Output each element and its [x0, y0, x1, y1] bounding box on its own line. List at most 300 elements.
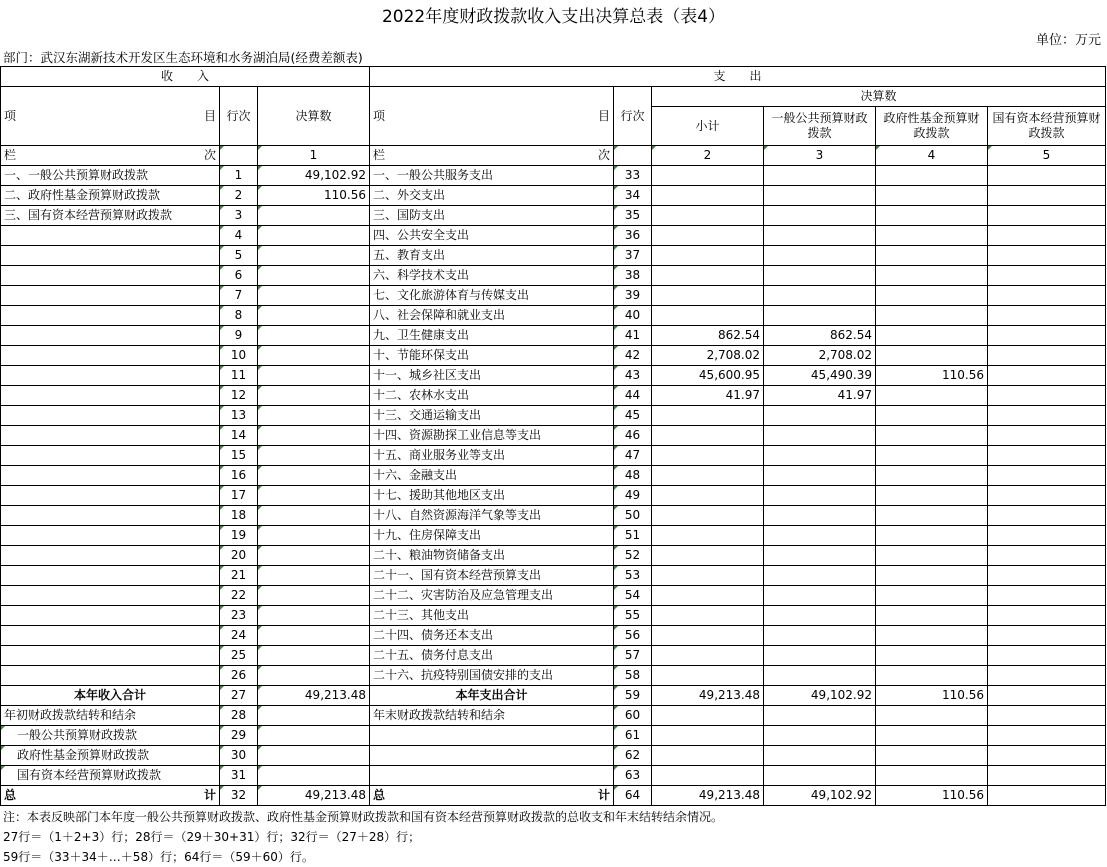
income-row-no: 13: [220, 406, 258, 426]
income-item: [1, 326, 220, 346]
grand-total-row: [1, 786, 1106, 806]
expense-subtotal: [652, 606, 764, 626]
expense-gov-fund: [876, 346, 988, 366]
expense-subtotal: [652, 286, 764, 306]
expense-state-capital: [988, 326, 1106, 346]
income-item: [1, 486, 220, 506]
expense-gov-fund: [876, 506, 988, 526]
expense-gov-fund: [876, 486, 988, 506]
income-amount: [258, 606, 370, 626]
expense-row-no: 40: [614, 306, 652, 326]
income-grand-total: 49,213.48: [258, 786, 370, 806]
income-row-no: 20: [220, 546, 258, 566]
expense-general: [764, 406, 876, 426]
income-amount: [258, 646, 370, 666]
expense-subtotal: 49,213.48: [652, 786, 764, 806]
income-item: 政府性基金预算财政拨款: [1, 746, 220, 766]
expense-gov-fund: [876, 606, 988, 626]
expense-state-capital: [988, 626, 1106, 646]
table-row: [1, 206, 1106, 226]
expense-header: 支 出: [370, 67, 1106, 87]
expense-gov-fund: [876, 566, 988, 586]
table-row: [1, 606, 1106, 626]
expense-general: 862.54: [764, 326, 876, 346]
income-row-no: 22: [220, 586, 258, 606]
income-row-no: 29: [220, 726, 258, 746]
expense-item: [370, 766, 614, 786]
expense-row-no: 52: [614, 546, 652, 566]
unit-label: 单位：万元: [1035, 33, 1101, 48]
carry-row: [1, 766, 1106, 786]
income-row-no: 30: [220, 746, 258, 766]
table-row: [1, 286, 1106, 306]
expense-item: 九、卫生健康支出: [370, 326, 614, 346]
income-item: [1, 546, 220, 566]
expense-gov-fund: [876, 166, 988, 186]
expense-state-capital: [988, 666, 1106, 686]
expense-subtotal: [652, 526, 764, 546]
expense-general: 45,490.39: [764, 366, 876, 386]
expense-state-capital: [988, 366, 1106, 386]
expense-state-capital: [988, 286, 1106, 306]
expense-gov-fund: [876, 206, 988, 226]
expense-gov-fund: [876, 386, 988, 406]
lan-ci-right: 栏 次: [370, 146, 614, 166]
note-line: 27行＝（1＋2+3）行；28行＝（29＋30+31）行；32行＝（27＋28）行；: [3, 830, 421, 844]
income-amount: [258, 426, 370, 446]
table-row: [1, 486, 1106, 506]
income-row-no: 31: [220, 766, 258, 786]
income-row-no: 24: [220, 626, 258, 646]
income-amount: [258, 346, 370, 366]
expense-subtotal: [652, 266, 764, 286]
income-item: [1, 566, 220, 586]
expense-general: [764, 266, 876, 286]
expense-item: 三、国防支出: [370, 206, 614, 226]
income-amount: [258, 286, 370, 306]
expense-gov-fund: [876, 286, 988, 306]
income-amount: [258, 566, 370, 586]
income-item: [1, 306, 220, 326]
expense-row-no: 37: [614, 246, 652, 266]
income-amount: 110.56: [258, 186, 370, 206]
expense-item: 十、节能环保支出: [370, 346, 614, 366]
income-row-no: 15: [220, 446, 258, 466]
income-row-no: 1: [220, 166, 258, 186]
income-row-no: 21: [220, 566, 258, 586]
expense-subtotal: [652, 426, 764, 446]
expense-subtotal: 862.54: [652, 326, 764, 346]
expense-row-no: 56: [614, 626, 652, 646]
expense-row-no: 60: [614, 706, 652, 726]
expense-subtotal: [652, 246, 764, 266]
table-row: [1, 626, 1106, 646]
income-item: [1, 506, 220, 526]
income-row-no: 10: [220, 346, 258, 366]
expense-gov-fund: 110.56: [876, 686, 988, 706]
table-row: [1, 166, 1106, 186]
expense-subtotal: [652, 206, 764, 226]
table-row: [1, 666, 1106, 686]
expense-gov-fund: [876, 226, 988, 246]
expense-subtotal: [652, 466, 764, 486]
expense-row-no: 53: [614, 566, 652, 586]
expense-gov-fund: [876, 446, 988, 466]
expense-state-capital: [988, 206, 1106, 226]
income-amount: [258, 466, 370, 486]
income-amount: [258, 626, 370, 646]
income-amount: [258, 266, 370, 286]
expense-row-no: 33: [614, 166, 652, 186]
income-row-no: 4: [220, 226, 258, 246]
income-row-no: 27: [220, 686, 258, 706]
expense-row-no: 62: [614, 746, 652, 766]
expense-general: [764, 446, 876, 466]
expense-subtotal: [652, 486, 764, 506]
income-item: [1, 526, 220, 546]
budget-table: [0, 66, 1106, 806]
expense-item: 十四、资源勘探工业信息等支出: [370, 426, 614, 446]
carry-row: [1, 726, 1106, 746]
income-item: 国有资本经营预算财政拨款: [1, 766, 220, 786]
expense-row-no: 35: [614, 206, 652, 226]
income-item: [1, 626, 220, 646]
income-row-no: 16: [220, 466, 258, 486]
expense-general: [764, 286, 876, 306]
income-row-no: 8: [220, 306, 258, 326]
expense-item: 十九、住房保障支出: [370, 526, 614, 546]
expense-general: [764, 486, 876, 506]
expense-state-capital: [988, 426, 1106, 446]
expense-item: 二十二、灾害防治及应急管理支出: [370, 586, 614, 606]
expense-subtotal: 2,708.02: [652, 346, 764, 366]
income-row-no: 18: [220, 506, 258, 526]
table-row: [1, 506, 1106, 526]
income-row-no: 28: [220, 706, 258, 726]
department-label: 部门：武汉东湖新技术开发区生态环境和水务湖泊局(经费差额表): [3, 50, 363, 65]
table-row: [1, 586, 1106, 606]
expense-row-no: 43: [614, 366, 652, 386]
expense-row-no: 34: [614, 186, 652, 206]
expense-row-no: 63: [614, 766, 652, 786]
expense-row-no: 48: [614, 466, 652, 486]
expense-row-no: 44: [614, 386, 652, 406]
income-item: [1, 446, 220, 466]
expense-state-capital: [988, 266, 1106, 286]
expense-item: 二十四、债务还本支出: [370, 626, 614, 646]
income-row-no: 11: [220, 366, 258, 386]
income-row-no: 14: [220, 426, 258, 446]
table-row: [1, 366, 1106, 386]
income-amount-header: 决算数: [258, 87, 370, 146]
income-row-no: 7: [220, 286, 258, 306]
table-row: [1, 186, 1106, 206]
expense-row-no: 50: [614, 506, 652, 526]
income-item: [1, 226, 220, 246]
income-item: [1, 406, 220, 426]
income-row-no: 19: [220, 526, 258, 546]
expense-general: 49,102.92: [764, 686, 876, 706]
income-item: [1, 666, 220, 686]
note-line: 59行＝（33＋34＋…＋58）行；64行＝（59＋60）行。: [3, 850, 314, 864]
income-amount: [258, 446, 370, 466]
income-total-label: 本年收入合计: [1, 686, 220, 706]
expense-item: 十七、援助其他地区支出: [370, 486, 614, 506]
expense-subtotal: [652, 586, 764, 606]
state-capital-header: 国有资本经营预算财政拨款: [988, 107, 1106, 146]
expense-subtotal: [652, 626, 764, 646]
expense-row-no: 64: [614, 786, 652, 806]
income-row-no: 25: [220, 646, 258, 666]
expense-state-capital: [988, 506, 1106, 526]
expense-row-no: 49: [614, 486, 652, 506]
expense-general: [764, 186, 876, 206]
header-row-2: [1, 87, 1106, 107]
expense-gov-fund: [876, 626, 988, 646]
expense-state-capital: [988, 786, 1106, 806]
income-amount: [258, 526, 370, 546]
income-total: 49,213.48: [258, 686, 370, 706]
expense-row-no: 38: [614, 266, 652, 286]
expense-state-capital: [988, 446, 1106, 466]
expense-state-capital: [988, 246, 1106, 266]
expense-state-capital: [988, 306, 1106, 326]
expense-state-capital: [988, 186, 1106, 206]
expense-state-capital: [988, 586, 1106, 606]
expense-state-capital: [988, 346, 1106, 366]
income-row-no: 6: [220, 266, 258, 286]
expense-general: [764, 526, 876, 546]
expense-item-header: 项 目: [370, 87, 614, 146]
expense-general: [764, 586, 876, 606]
table-row: [1, 646, 1106, 666]
expense-subtotal: [652, 446, 764, 466]
income-item: [1, 466, 220, 486]
table-row: [1, 306, 1106, 326]
expense-general: [764, 246, 876, 266]
expense-item: 二十、粮油物资储备支出: [370, 546, 614, 566]
expense-general: [764, 466, 876, 486]
expense-subtotal: [652, 406, 764, 426]
expense-row-no: 54: [614, 586, 652, 606]
expense-gov-fund: [876, 306, 988, 326]
expense-gov-fund: [876, 466, 988, 486]
table-row: [1, 526, 1106, 546]
income-amount: [258, 546, 370, 566]
expense-state-capital: [988, 386, 1106, 406]
expense-subtotal: 49,213.48: [652, 686, 764, 706]
notes: [3, 807, 723, 867]
header-row-1: [1, 67, 1106, 87]
expense-gov-fund: [876, 666, 988, 686]
expense-item: 八、社会保障和就业支出: [370, 306, 614, 326]
income-amount: [258, 326, 370, 346]
column-number-row: 栏 次 1 栏 次 2 3 4 5: [1, 146, 1106, 166]
expense-general: [764, 166, 876, 186]
expense-general: [764, 566, 876, 586]
table-row: [1, 466, 1106, 486]
income-amount: [258, 306, 370, 326]
expense-general: [764, 546, 876, 566]
income-amount: [258, 666, 370, 686]
expense-subtotal: [652, 166, 764, 186]
expense-subtotal: [652, 226, 764, 246]
expense-subtotal: [652, 566, 764, 586]
income-row-no: 2: [220, 186, 258, 206]
income-header: 收 入: [1, 67, 370, 87]
income-row-no: 12: [220, 386, 258, 406]
expense-item: 七、文化旅游体育与传媒支出: [370, 286, 614, 306]
expense-gov-fund: 110.56: [876, 366, 988, 386]
expense-row-no: 47: [614, 446, 652, 466]
income-item: [1, 346, 220, 366]
expense-row-no: 57: [614, 646, 652, 666]
income-amount: [258, 586, 370, 606]
expense-item: 四、公共安全支出: [370, 226, 614, 246]
expense-state-capital: [988, 166, 1106, 186]
expense-general: 41.97: [764, 386, 876, 406]
income-rowno-header: 行次: [220, 87, 258, 146]
income-item: 二、政府性基金预算财政拨款: [1, 186, 220, 206]
income-row-no: 32: [220, 786, 258, 806]
note-line: 注：本表反映部门本年度一般公共预算财政拨款、政府性基金预算财政拨款和国有资本经营预算财政拨款的总收支和年末结转结余情况。: [3, 810, 724, 824]
expense-state-capital: [988, 226, 1106, 246]
income-grand-label: 总 计: [1, 786, 220, 806]
income-amount: [258, 246, 370, 266]
income-row-no: 26: [220, 666, 258, 686]
expense-item: 二、外交支出: [370, 186, 614, 206]
expense-gov-fund: [876, 186, 988, 206]
expense-row-no: 41: [614, 326, 652, 346]
income-item: 三、国有资本经营预算财政拨款: [1, 206, 220, 226]
expense-subtotal: [652, 646, 764, 666]
expense-general: [764, 206, 876, 226]
expense-state-capital: [988, 646, 1106, 666]
income-amount: [258, 206, 370, 226]
table-row: [1, 546, 1106, 566]
expense-item: 十八、自然资源海洋气象等支出: [370, 506, 614, 526]
general-budget-header: 一般公共预算财政拨款: [764, 107, 876, 146]
income-item-header: 项 目: [1, 87, 220, 146]
income-item: [1, 586, 220, 606]
expense-row-no: 42: [614, 346, 652, 366]
expense-row-no: 59: [614, 686, 652, 706]
expense-item: 十一、城乡社区支出: [370, 366, 614, 386]
expense-general: [764, 626, 876, 646]
expense-item: 十三、交通运输支出: [370, 406, 614, 426]
table-row: [1, 226, 1106, 246]
expense-row-no: 55: [614, 606, 652, 626]
expense-gov-fund: [876, 546, 988, 566]
expense-item: 五、教育支出: [370, 246, 614, 266]
expense-item: 六、科学技术支出: [370, 266, 614, 286]
expense-row-no: 36: [614, 226, 652, 246]
income-row-no: 23: [220, 606, 258, 626]
income-amount: [258, 366, 370, 386]
expense-rowno-header: 行次: [614, 87, 652, 146]
expense-general: [764, 506, 876, 526]
expense-gov-fund: [876, 586, 988, 606]
expense-general: [764, 666, 876, 686]
income-item: [1, 606, 220, 626]
expense-subtotal: [652, 186, 764, 206]
expense-subtotal: [652, 666, 764, 686]
expense-state-capital: [988, 606, 1106, 626]
expense-subtotal: 41.97: [652, 386, 764, 406]
income-row-no: 17: [220, 486, 258, 506]
table-row: [1, 406, 1106, 426]
income-item: [1, 286, 220, 306]
expense-gov-fund: [876, 246, 988, 266]
income-item: [1, 246, 220, 266]
table-row: [1, 566, 1106, 586]
expense-grand-label: 总 计: [370, 786, 614, 806]
expense-item: 二十一、国有资本经营预算支出: [370, 566, 614, 586]
expense-row-no: 51: [614, 526, 652, 546]
expense-gov-fund: [876, 326, 988, 346]
expense-state-capital: [988, 526, 1106, 546]
income-item: 一般公共预算财政拨款: [1, 726, 220, 746]
table-row: [1, 426, 1106, 446]
expense-general: [764, 606, 876, 626]
table-row: [1, 246, 1106, 266]
page-title: 2022年度财政拨款收入支出决算总表（表4）: [381, 7, 726, 27]
expense-general: [764, 306, 876, 326]
table-row: [1, 446, 1106, 466]
expense-subtotal: 45,600.95: [652, 366, 764, 386]
income-item: [1, 266, 220, 286]
carry-row: [1, 706, 1106, 726]
expense-row-no: 58: [614, 666, 652, 686]
expense-row-no: 61: [614, 726, 652, 746]
total-year-row: [1, 686, 1106, 706]
expense-item: 一、一般公共服务支出: [370, 166, 614, 186]
expense-item: 二十六、抗疫特别国债安排的支出: [370, 666, 614, 686]
expense-general: [764, 646, 876, 666]
income-amount: [258, 226, 370, 246]
expense-state-capital: [988, 466, 1106, 486]
expense-row-no: 39: [614, 286, 652, 306]
expense-general: 2,708.02: [764, 346, 876, 366]
expense-item: 二十五、债务付息支出: [370, 646, 614, 666]
income-row-no: 5: [220, 246, 258, 266]
income-item: 一、一般公共预算财政拨款: [1, 166, 220, 186]
income-item: [1, 366, 220, 386]
expense-row-no: 45: [614, 406, 652, 426]
table-row: [1, 326, 1106, 346]
expense-general: 49,102.92: [764, 786, 876, 806]
income-item: [1, 646, 220, 666]
income-amount: [258, 486, 370, 506]
expense-total-label: 本年支出合计: [370, 686, 614, 706]
expense-subtotal: [652, 506, 764, 526]
income-amount: [258, 406, 370, 426]
expense-row-no: 46: [614, 426, 652, 446]
income-row-no: 3: [220, 206, 258, 226]
expense-item: [370, 726, 614, 746]
expense-item: 十五、商业服务业等支出: [370, 446, 614, 466]
gov-fund-header: 政府性基金预算财政拨款: [876, 107, 988, 146]
income-amount: 49,102.92: [258, 166, 370, 186]
income-item: [1, 386, 220, 406]
expense-subtotal: [652, 546, 764, 566]
expense-gov-fund: [876, 426, 988, 446]
expense-item: 十六、金融支出: [370, 466, 614, 486]
expense-gov-fund: 110.56: [876, 786, 988, 806]
subtotal-header: 小计: [652, 107, 764, 146]
expense-state-capital: [988, 566, 1106, 586]
expense-item: 十二、农林水支出: [370, 386, 614, 406]
